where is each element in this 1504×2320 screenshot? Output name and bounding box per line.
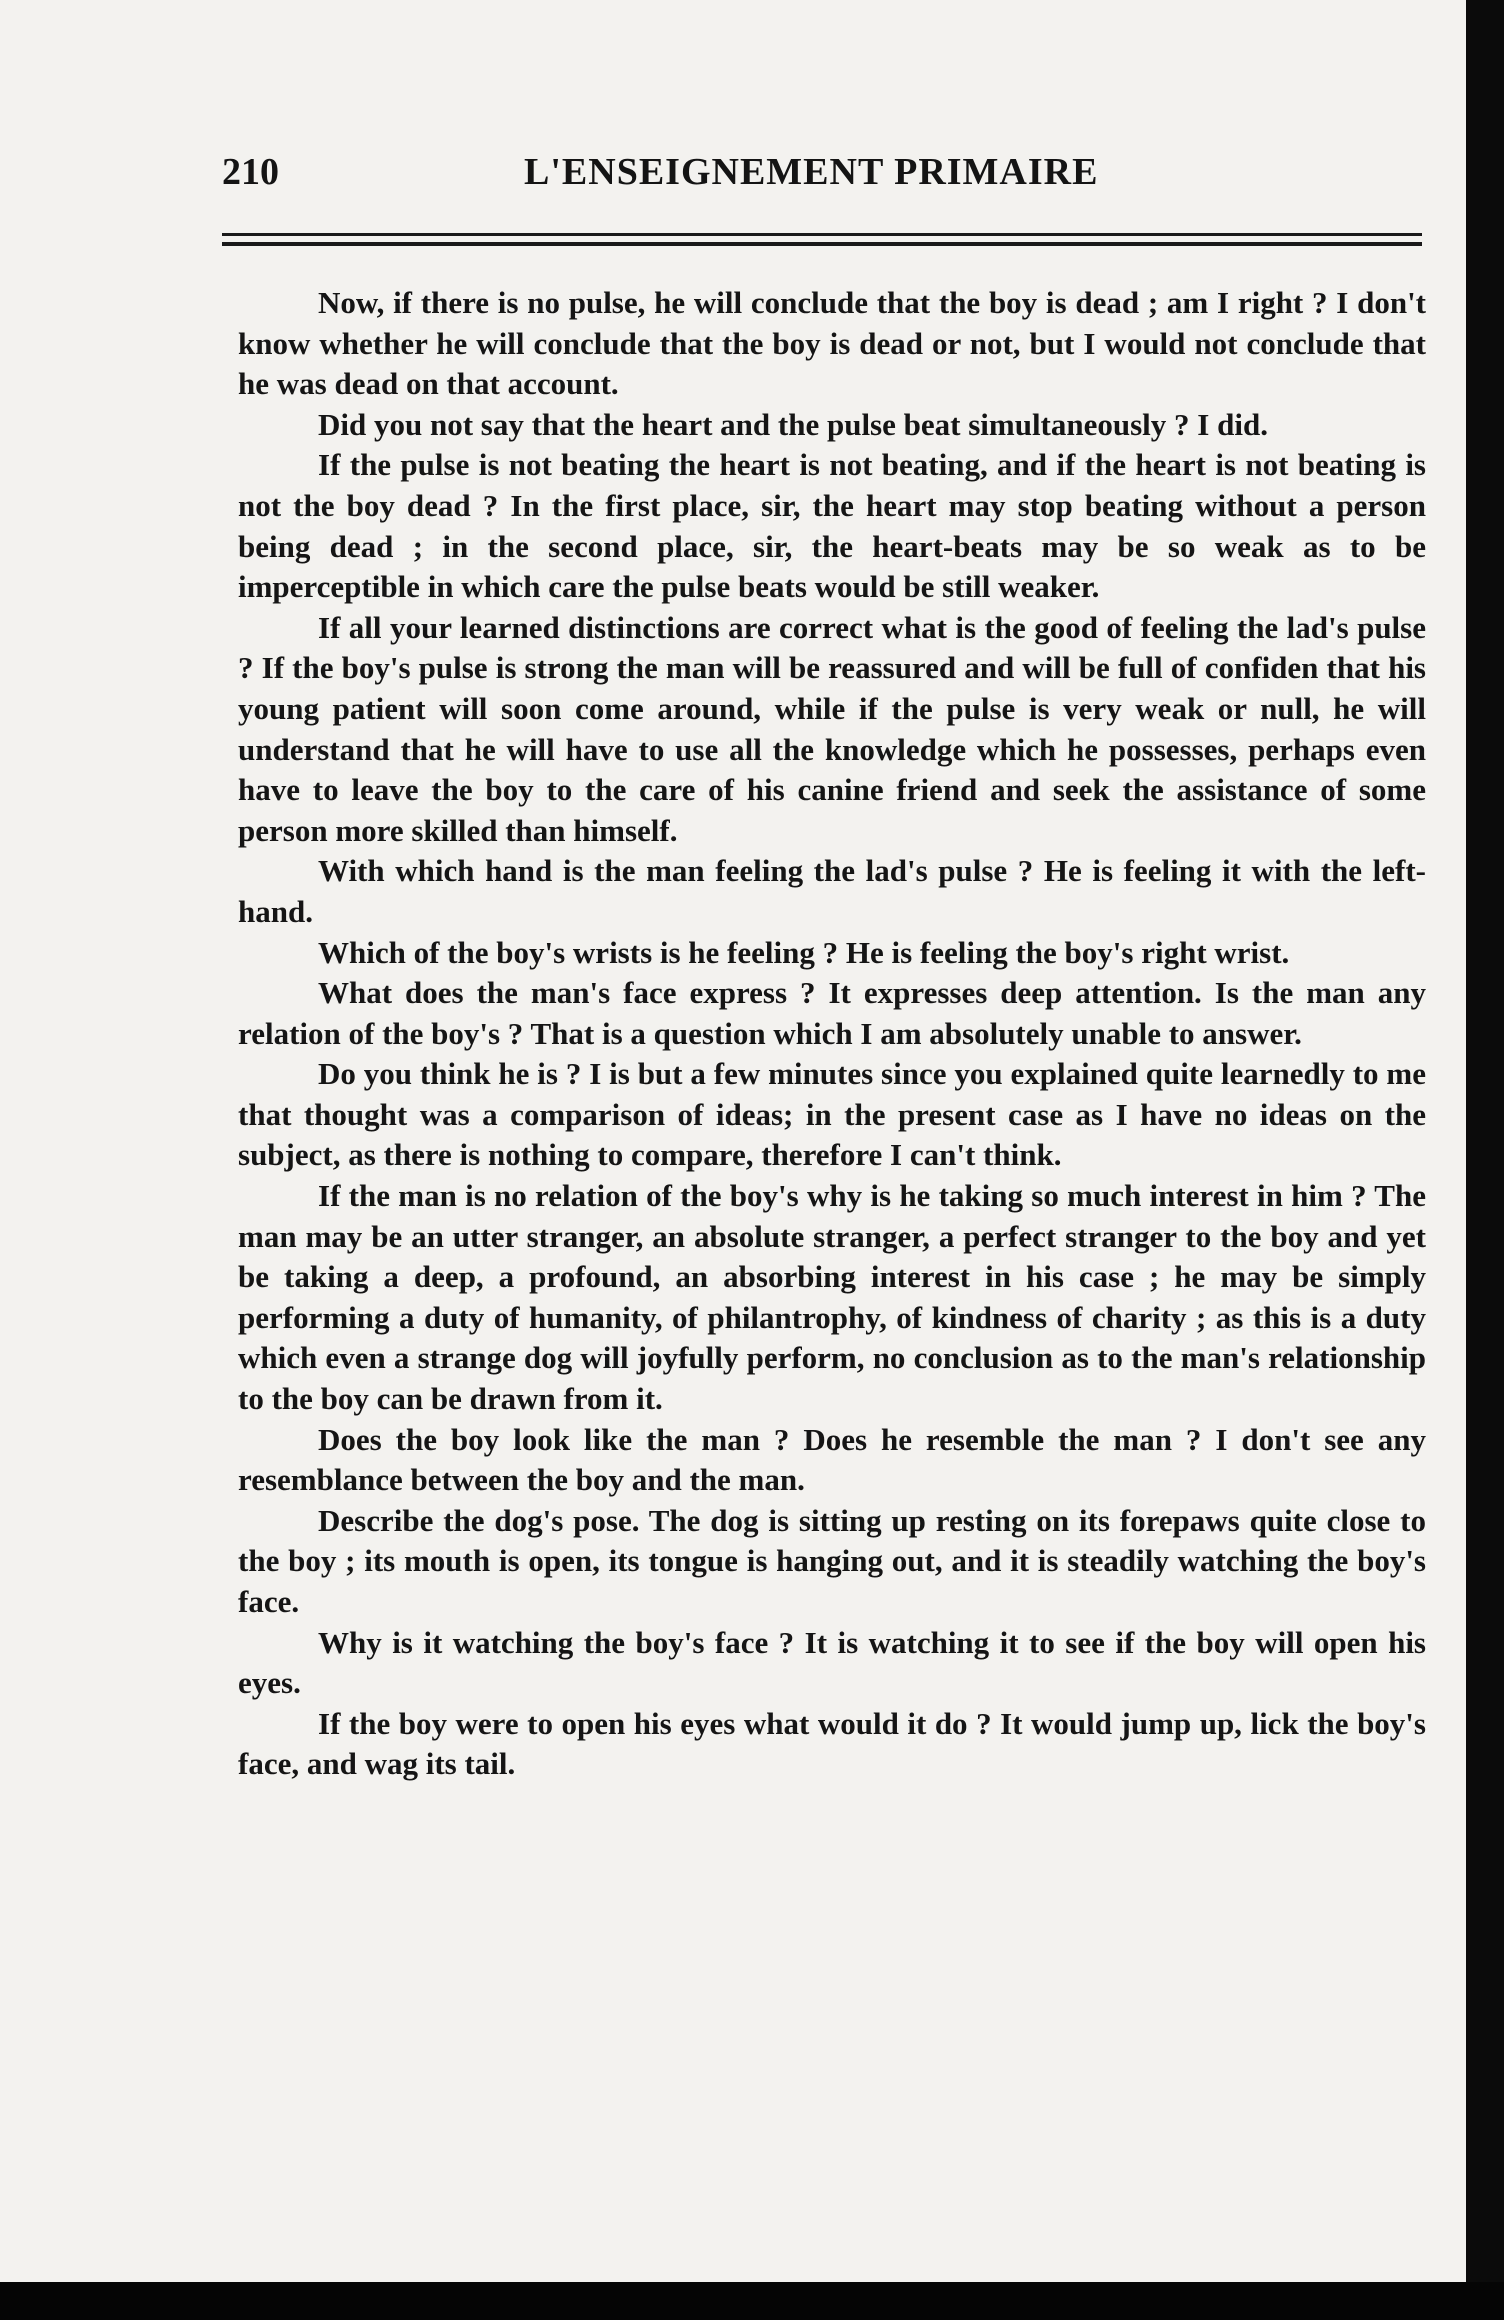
paragraph: Does the boy look like the man ? Does he resemble the man ? I don't see any resemblance between the boy and the man. [238, 1421, 1426, 1498]
running-head: L'ENSEIGNEMENT PRIMAIRE [524, 151, 1099, 193]
scan-border-right [1466, 0, 1504, 2320]
paragraph: If the man is no relation of the boy's why is he taking so much interest in him ? The man may be an utter stranger, an absolute stranger, a perfect stranger to the boy and yet be taking a deep, a profound, an absorbing interest in his case ; he may be simply performing a duty of humanity, of philantrophy, of kindness of charity ; as this is a duty which even a strange dog will joyfully perform, no conclusion as to the man's relationship to the boy can be drawn from it. [238, 1178, 1426, 1417]
paragraph: Did you not say that the heart and the pulse beat simultaneously ? I did. [318, 406, 1268, 442]
paragraph: What does the man's face express ? It expresses deep attention. Is the man any relation of the boy's ? That is a question which I am absolutely unable to answer. [238, 975, 1426, 1051]
paragraph: Which of the boy's wrists is he feeling ? He is feeling the boy's right wrist. [318, 934, 1290, 970]
header-rule-thin [222, 233, 1422, 236]
paragraph: If the boy were to open his eyes what would it do ? It would jump up, lick the boy's face, and wag its tail. [238, 1705, 1426, 1782]
page-number: 210 [222, 151, 279, 193]
page-header [222, 150, 1422, 200]
paragraph: If all your learned distinctions are correct what is the good of feeling the lad's pulse ? If the boy's pulse is strong the man will be reassured and will be full of confiden that his young patient will soon come around, while if the pulse is very weak or null, he will understand that he will have to use all the knowledge which he possesses, perhaps even have to leave the boy to the care of his canine friend and seek the assistance of some person more skilled than himself. [238, 609, 1426, 848]
paragraph: Describe the dog's pose. The dog is sitting up resting on its forepaws quite close to the boy ; its mouth is open, its tongue is hanging out, and it is steadily watching the boy's face. [238, 1502, 1426, 1619]
paragraph: With which hand is the man feeling the lad's pulse ? He is feeling it with the left-hand. [238, 853, 1426, 929]
paragraph: Why is it watching the boy's face ? It is watching it to see if the boy will open his eyes. [238, 1624, 1426, 1701]
scan-border-bottom [0, 2282, 1504, 2320]
body-text [238, 283, 1426, 1785]
paragraph: Now, if there is no pulse, he will conclude that the boy is dead ; am I right ? I don't know whether he will conclude that the boy is dead or not, but I would not conclude that he was dead on that account. [238, 285, 1426, 402]
paragraph: Do you think he is ? I is but a few minutes since you explained quite learnedly to me that thought was a comparison of ideas; in the present case as I have no ideas on the subject, as there is nothing to compare, therefore I can't think. [238, 1056, 1426, 1173]
header-rule-thick [222, 242, 1422, 246]
paragraph: If the pulse is not beating the heart is not beating, and if the heart is not beating is not the boy dead ? In the first place, sir, the heart may stop beating without a person being dead ; in the second place, sir, the heart-beats may be so weak as to be imperceptible in which care the pulse beats would be still weaker. [238, 447, 1426, 605]
